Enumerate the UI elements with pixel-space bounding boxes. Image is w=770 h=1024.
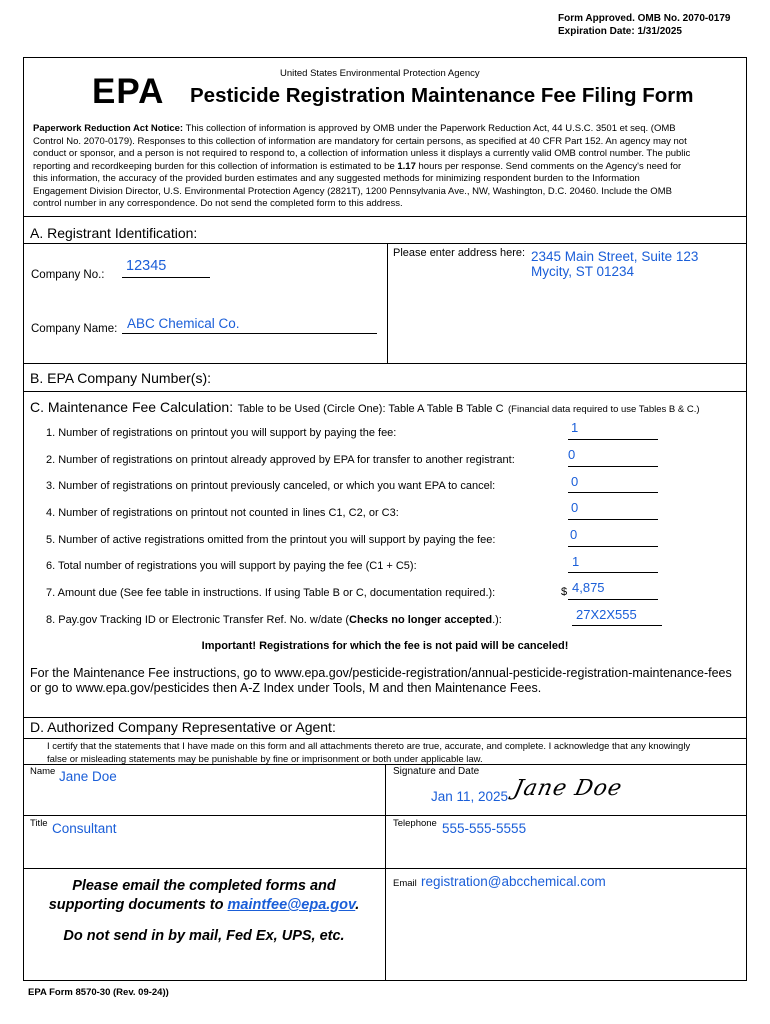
divider [23,216,747,217]
calc-row-7-label: 7. Amount due (See fee table in instructions. If using Table B or C, documentation required.): [46,587,496,599]
calc-row-3-value[interactable]: 0 [571,474,579,489]
section-c-title: C. Maintenance Fee Calculation: [30,399,234,415]
divider [23,738,747,739]
address-field[interactable] [531,250,698,279]
name-label: Name [30,766,56,777]
section-a-title: A. Registrant Identification: [30,225,198,241]
title-field[interactable]: Consultant [52,821,117,836]
signature-date[interactable]: Jan 11, 2025 [431,789,509,804]
certification-text: I certify that the statements that I have made on this form and all attachments thereto are true, accurate, and complete. I acknowledge that any knowingly false or misleading statements may be punishable by fine or imprisonment or both under applicable law. [47,741,691,765]
expiration-date: Expiration Date: 1/31/2025 [558,26,682,37]
calc-row-4-label: 4. Number of registrations on printout not counted in lines C1, C2, or C3: [46,507,399,519]
form-number: EPA Form 8570-30 (Rev. 09-24)) [28,987,169,998]
important-notice: Important! Registrations for which the fee is not paid will be canceled! [201,640,569,652]
calc-row-5-value[interactable]: 0 [570,527,578,542]
section-c-header [30,399,700,417]
section-d-title: D. Authorized Company Representative or Agent: [30,719,336,735]
instructions-line-1: For the Maintenance Fee instructions, go to www.epa.gov/pesticide-registration/annual-pesticide-registration-maintenance-fees [30,666,732,680]
calc-row-3-label: 3. Number of registrations on printout previously canceled, or which you want EPA to cancel: [46,480,496,492]
calc-row-5-line [568,546,658,547]
paperwork-notice: Paperwork Reduction Act Notice: This collection of information is approved by OMB under the Paperwork Reduction Act, 44 U.S.C. 3501 et seq. (OMB Control No. 2070-0179). Responses to this collection of information are mandatory for certain persons, as specified at 40 CFR Part 152. An agency may not conduct or sponsor, and a person is not required to respond to, a collection of information unless it displays a currently valid OMB control number. The public reporting and recordkeeping burden for this collection of information is estimated to be 1.17 hours per response. Send comments on the Agency's need for this information, the accuracy of the provided burden estimates and any suggested methods for minimizing respondent burden to the Information Engagement Division Director, U.S. Environmental Protection Agency (2821T), 1200 Pennsylvania Ave., NW, Washington, D.C. 20460. Include the OMB control number in any correspondence. Do not send the completed form to this address. [33,123,691,209]
divider [23,717,747,718]
divider [23,868,747,869]
divider-vertical [385,764,386,980]
calc-row-1-value[interactable]: 1 [571,420,579,435]
calc-row-8-value[interactable]: 27X2X555 [576,607,637,622]
calc-row-6-value[interactable]: 1 [572,554,580,569]
calc-row-1-line [568,439,658,440]
calc-row-8-line [572,625,662,626]
telephone-label: Telephone [393,818,437,829]
calc-row-7-line [568,599,658,600]
company-no-label: Company No.: [31,269,105,281]
table-note: (Financial data required to use Tables B & C.) [508,404,700,415]
title-label: Title [30,818,48,829]
omb-number: Form Approved. OMB No. 2070-0179 [558,13,731,24]
calc-row-7-value[interactable]: 4,875 [572,580,605,595]
company-name-field[interactable] [122,318,377,334]
calc-row-4-value[interactable]: 0 [571,500,579,515]
calc-row-4-line [568,519,658,520]
calc-row-6-label: 6. Total number of registrations you will support by paying the fee (C1 + C5): [46,560,417,572]
email-label: Email [393,878,417,889]
signature-image: Jane Doe [511,776,625,801]
calc-row-5-label: 5. Number of active registrations omitted from the printout you will support by paying the fee: [46,534,496,546]
instructions-line-2: or go to www.epa.gov/pesticides then A-Z Index under Tools, M and then Maintenance Fees. [30,681,542,695]
section-b-title: B. EPA Company Number(s): [30,370,212,386]
address-label: Please enter address here: [393,247,526,259]
calc-row-3-line [568,492,658,493]
agency-name: United States Environmental Protection Agency [280,68,480,79]
signature-label: Signature and Date [393,766,480,777]
divider [23,243,747,244]
divider-vertical [387,243,388,363]
address-line-1: 2345 Main Street, Suite 123 [531,249,699,264]
calc-row-6-line [568,572,658,573]
calc-row-2-label: 2. Number of registrations on printout already approved by EPA for transfer to another registrant: [46,454,515,466]
divider [23,391,747,392]
divider [23,363,747,364]
company-name-value: ABC Chemical Co. [127,316,240,331]
epa-email-link[interactable]: maintfee@epa.gov [227,897,356,913]
calc-row-2-value[interactable]: 0 [568,447,576,462]
calc-row-2-line [568,466,658,467]
divider [23,815,747,816]
paperwork-heading: Paperwork Reduction Act Notice: [33,123,184,134]
instructions [30,666,732,696]
submission-note: Please email the completed forms and supporting documents to maintfee@epa.gov. [23,877,385,915]
calc-row-8-label: 8. Pay.gov Tracking ID or Electronic Transfer Ref. No. w/date (Checks no longer accepted.): [46,614,502,626]
form-title: Pesticide Registration Maintenance Fee Filing Form [190,84,694,107]
table-prompt[interactable]: Table to be Used (Circle One): Table A Table B Table C [237,403,504,415]
name-field[interactable]: Jane Doe [59,769,117,784]
dollar-sign: $ [561,586,568,598]
company-name-label: Company Name: [31,323,118,335]
note-line-1: Please email the completed forms and [72,878,336,894]
company-no-value: 12345 [126,258,167,274]
calc-row-1-label: 1. Number of registrations on printout you will support by paying the fee: [46,427,397,439]
address-line-2: Mycity, ST 01234 [531,263,635,279]
no-mail-note: Do not send in by mail, Fed Ex, UPS, etc. [63,928,345,944]
email-field[interactable]: registration@abcchemical.com [421,874,606,889]
company-no-field[interactable] [122,258,210,278]
telephone-field[interactable]: 555-555-5555 [442,821,527,836]
epa-logo: EPA [92,72,165,111]
header-meta [558,12,730,38]
